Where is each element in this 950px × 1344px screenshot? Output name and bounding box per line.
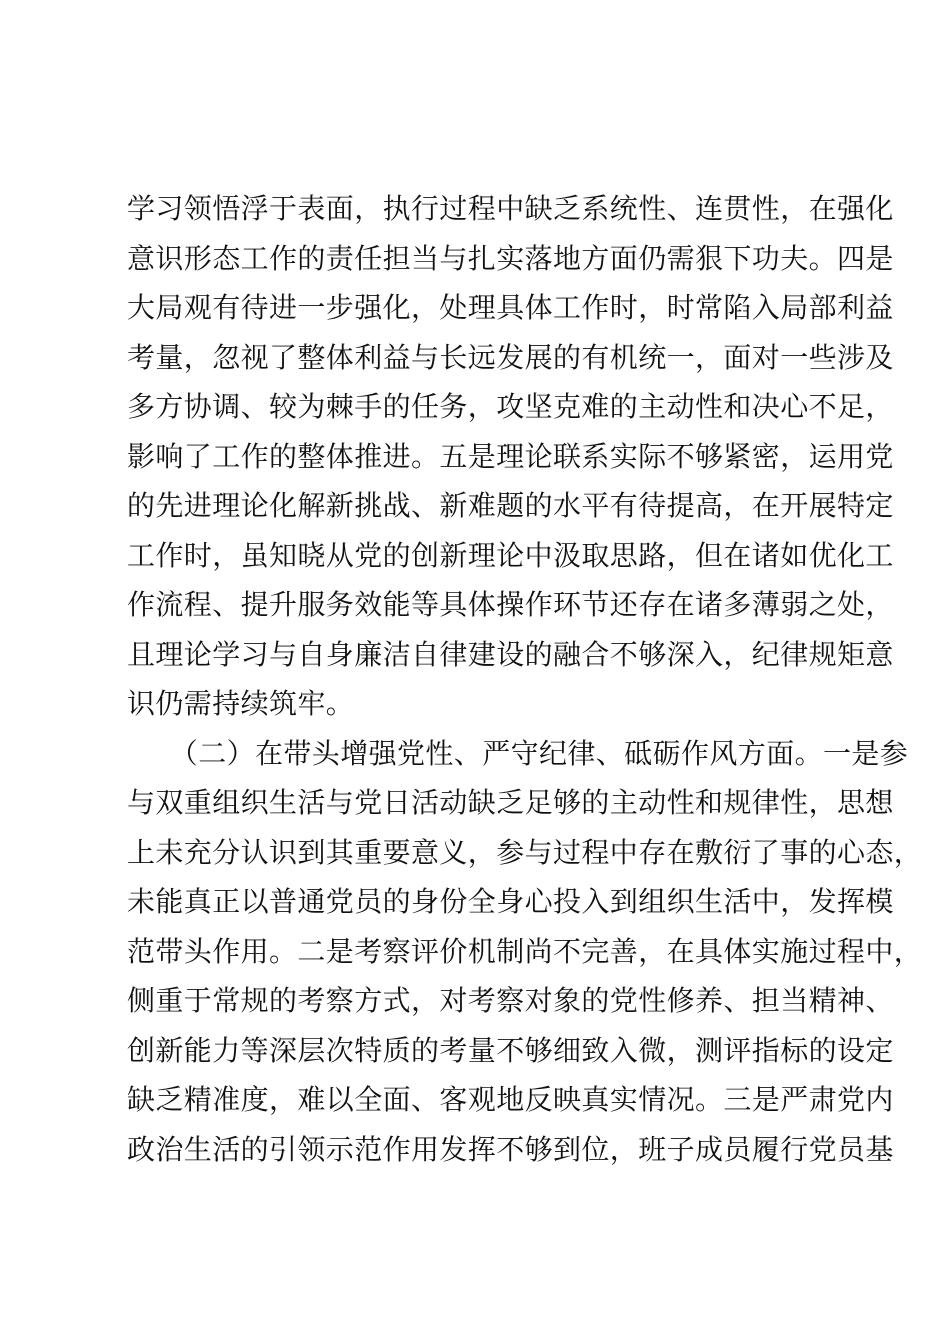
text-line: 的先进理论化解新挑战、新难题的水平有待提高，在开展特定 [127,489,894,522]
text-line: 缺乏精准度，难以全面、客观地反映真实情况。三是严肃党内 [127,1083,894,1116]
text-line: 未能真正以普通党员的身份全身心投入到组织生活中，发挥模 [127,885,894,918]
text-line: 侧重于常规的考察方式，对考察对象的党性修养、担当精神、 [127,984,894,1017]
text-line: （二）在带头增强党性、严守纪律、砥砺作风方面。一是参 [127,736,909,770]
text-line: 且理论学习与自身廉洁自律建设的融合不够深入，纪律规矩意 [127,637,894,671]
text-line: 工作时，虽知晓从党的创新理论中汲取思路，但在诸如优化工 [127,538,894,572]
text-line: 影响了工作的整体推进。五是理论联系实际不够紧密，运用党 [127,439,894,473]
text-line: 范带头作用。二是考察评价机制尚不完善，在具体实施过程中， [127,934,923,968]
text-line: 识仍需持续筑牢。 [127,687,355,720]
text-line: 与双重组织生活与党日活动缺乏足够的主动性和规律性，思想 [127,786,894,819]
body-text [127,184,923,1174]
text-line: 创新能力等深层次特质的考量不够细致入微，测评指标的设定 [127,1033,894,1067]
text-line: 作流程、提升服务效能等具体操作环节还存在诸多薄弱之处， [127,588,894,621]
text-line: 上未充分认识到其重要意义，参与过程中存在敷衍了事的心态， [127,835,923,869]
text-line: 意识形态工作的责任担当与扎实落地方面仍需狠下功夫。四是 [127,241,894,275]
text-line: 政治生活的引领示范作用发挥不够到位，班子成员履行党员基 [127,1132,894,1166]
text-line: 多方协调、较为棘手的任务，攻坚克难的主动性和决心不足， [127,390,894,423]
text-line: 考量，忽视了整体利益与长远发展的有机统一，面对一些涉及 [127,340,894,374]
text-line: 大局观有待进一步强化，处理具体工作时，时常陷入局部利益 [127,291,894,324]
text-line: 学习领悟浮于表面，执行过程中缺乏系统性、连贯性，在强化 [127,192,894,225]
